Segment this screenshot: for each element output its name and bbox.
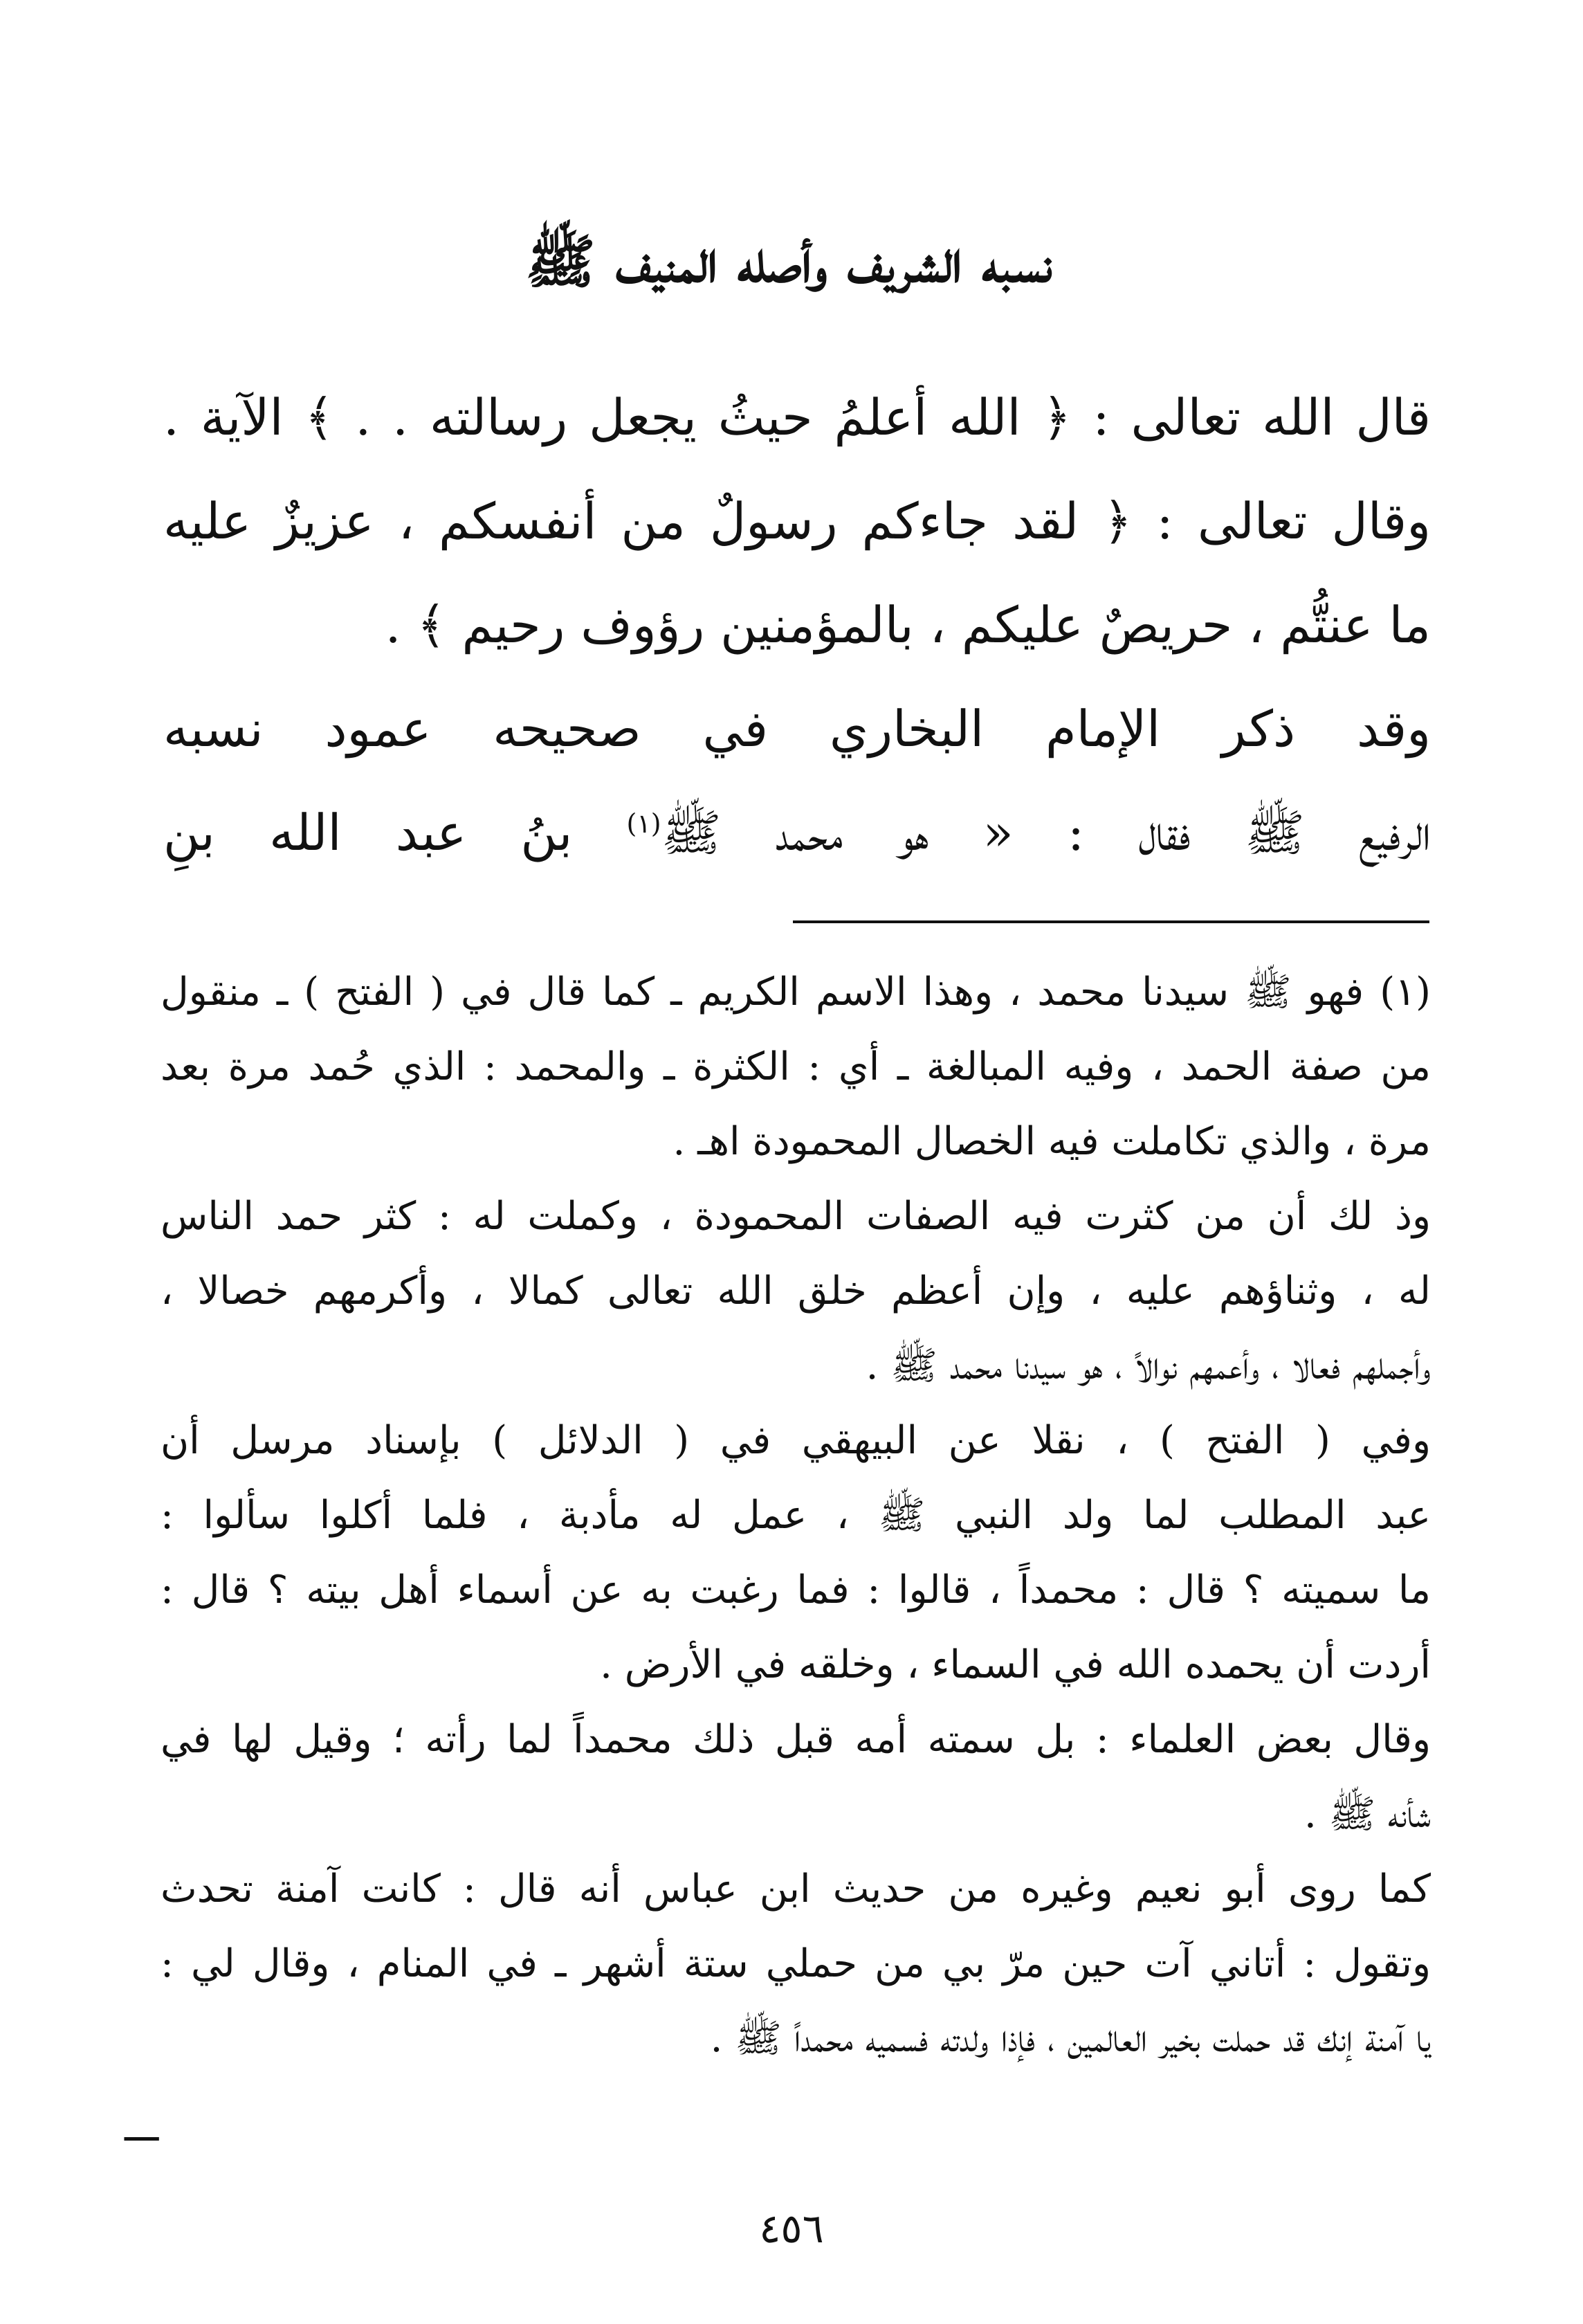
footnote-line-13: كما روى أبو نعيم وغيره من حديث ابن عباس أنه قال : كانت آمنة تحدث bbox=[161, 1867, 1431, 1912]
main-line-2: وقال تعالى : ﴿ لقد جاءكم رسولٌ من أنفسكم ، عزيزٌ عليه bbox=[163, 492, 1431, 550]
main-line-3: ما عنتُّم ، حريصٌ عليكم ، بالمؤمنين رؤوف رحيم ﴾ . bbox=[385, 596, 1431, 654]
main-line-1: قال الله تعالى : ﴿ الله أعلمُ حيثُ يجعل رسالته . . ﴾ الآية . bbox=[163, 388, 1431, 446]
footnote-line-10: أردت أن يحمده الله في السماء ، وخلقه في الأرض . bbox=[600, 1642, 1431, 1687]
continuation-mark: ـــ bbox=[125, 2105, 159, 2150]
page-title: نسبه الشريف وأصله المنيف ﷺ bbox=[525, 227, 1052, 296]
footnote-marker: (١) bbox=[626, 808, 661, 839]
main-line-5-head: الرفيع ﷺ فقال : « هو محمد ﷺ bbox=[661, 804, 1431, 862]
footnote-line-6: وأجملهم فعالا ، وأعمهم نوالاً ، هو سيدنا محمد ﷺ . bbox=[866, 1343, 1431, 1388]
main-line-5-tail: بنُ عبد الله بنِ bbox=[163, 804, 573, 862]
main-line-4: وقد ذكر الإمام البخاري في صحيحه عمود نسبه bbox=[163, 700, 1431, 758]
footnote-line-5: له ، وثناؤهم عليه ، وإن أعظم خلق الله تعالى كمالا ، وأكرمهم خصالا ، bbox=[161, 1269, 1431, 1314]
footnote-separator bbox=[793, 920, 1429, 923]
footnote-line-1: (١) فهو ﷺ سيدنا محمد ، وهذا الاسم الكريم ـ كما قال في ( الفتح ) ـ منقول bbox=[161, 970, 1431, 1015]
footnote-line-14: وتقول : أتاني آت حين مرّ بي من حملي ستة أشهر ـ في المنام ، وقال لي : bbox=[161, 1941, 1431, 1986]
footnote-line-2: من صفة الحمد ، وفيه المبالغة ـ أي : الكثرة ـ والمحمد : الذي حُمد مرة بعد bbox=[161, 1044, 1431, 1089]
footnote-line-15: يا آمنة إنك قد حملت بخير العالمين ، فإذا ولدته فسميه محمداً ﷺ . bbox=[710, 2016, 1431, 2061]
footnote-line-9: ما سميته ؟ قال : محمداً ، قالوا : فما رغبت به عن أسماء أهل بيته ؟ قال : bbox=[161, 1568, 1431, 1613]
footnote-line-7: وفي ( الفتح ) ، نقلا عن البيهقي في ( الدلائل ) بإسناد مرسل أن bbox=[161, 1418, 1431, 1463]
footnote-line-4: وذ لك أن من كثرت فيه الصفات المحمودة ، وكملت له : كثر حمد الناس bbox=[161, 1194, 1431, 1239]
footnote-line-3: مرة ، والذي تكاملت فيه الخصال المحمودة اهـ . bbox=[672, 1119, 1431, 1164]
footnote-line-11: وقال بعض العلماء : بل سمته أمه قبل ذلك محمداً لما رأته ؛ وقيل لها في bbox=[161, 1717, 1431, 1762]
main-line-5 bbox=[163, 781, 1431, 884]
footnote-line-12: شأنه ﷺ . bbox=[1303, 1792, 1431, 1837]
footnote-text bbox=[161, 955, 1431, 2076]
page-number: ٤٥٦ bbox=[759, 2205, 824, 2252]
main-text bbox=[163, 365, 1431, 884]
footnote-line-8: عبد المطلب لما ولد النبي ﷺ ، عمل له مأدبة ، فلما أكلوا سألوا : bbox=[161, 1493, 1431, 1538]
